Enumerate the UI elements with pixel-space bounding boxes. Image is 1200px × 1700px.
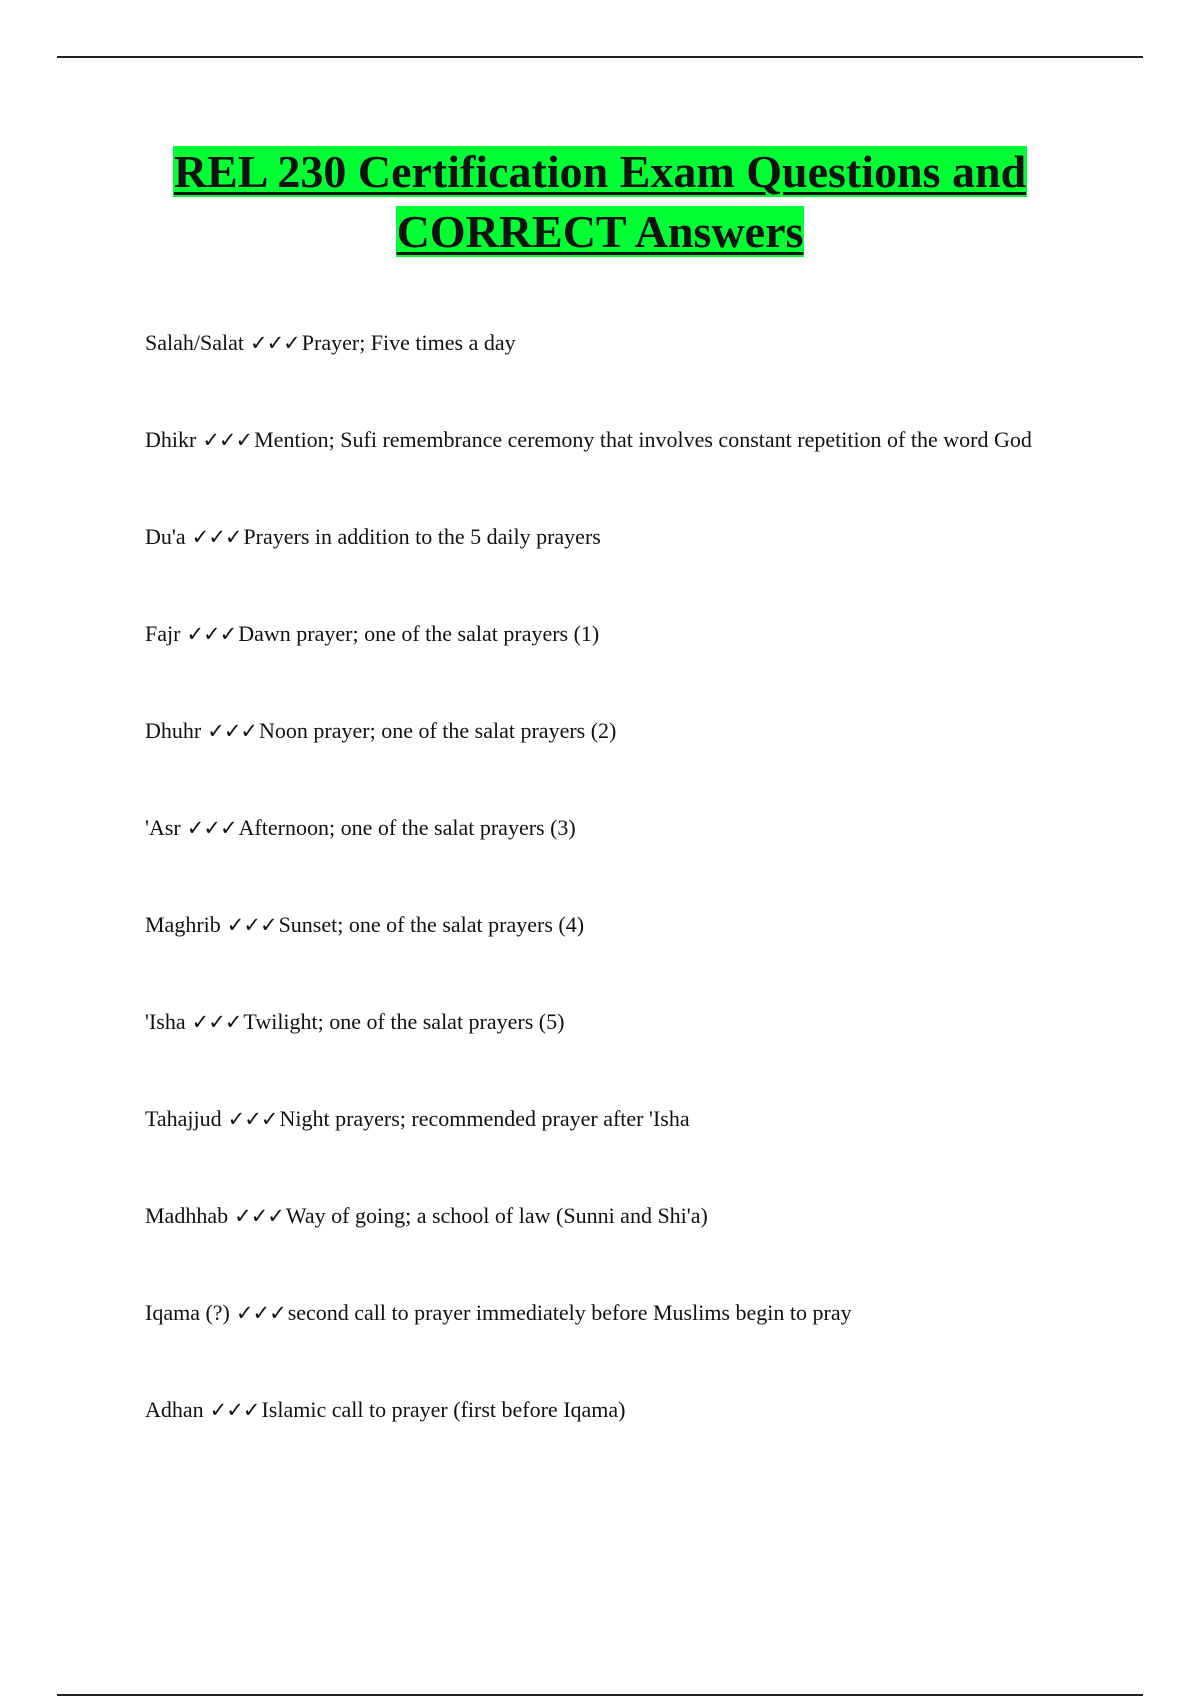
- qa-term: Dhuhr: [145, 718, 202, 743]
- qa-term: Fajr: [145, 621, 181, 646]
- qa-definition: second call to prayer immediately before Muslims begin to pray: [287, 1300, 852, 1325]
- check-icon: ✓✓✓: [186, 816, 237, 840]
- qa-term: Du'a: [145, 524, 186, 549]
- qa-definition: Way of going; a school of law (Sunni and Shi'a): [285, 1203, 708, 1228]
- qa-item: [145, 1201, 1045, 1231]
- qa-item: [145, 619, 1045, 649]
- qa-definition: Dawn prayer; one of the salat prayers (1): [238, 621, 600, 646]
- qa-term: Dhikr: [145, 427, 197, 452]
- qa-definition: Twilight; one of the salat prayers (5): [243, 1009, 565, 1034]
- check-icon: ✓✓✓: [191, 1010, 242, 1034]
- qa-term: Iqama (?): [145, 1300, 230, 1325]
- check-icon: ✓✓✓: [207, 719, 258, 743]
- document-title: [140, 142, 1060, 262]
- qa-term: Madhhab: [145, 1203, 229, 1228]
- qa-term: Maghrib: [145, 912, 221, 937]
- qa-list: [145, 328, 1045, 1492]
- check-icon: ✓✓✓: [209, 1398, 260, 1422]
- qa-definition: Afternoon; one of the salat prayers (3): [238, 815, 576, 840]
- qa-definition: Mention; Sufi remembrance ceremony that involves constant repetition of the word God: [254, 427, 1032, 452]
- qa-item: [145, 716, 1045, 746]
- qa-item: [145, 910, 1045, 940]
- check-icon: ✓✓✓: [191, 525, 242, 549]
- title-line-1: REL 230 Certification Exam Questions and: [173, 146, 1027, 197]
- qa-item: [145, 1395, 1045, 1425]
- qa-item: [145, 1298, 1045, 1328]
- qa-item: [145, 1007, 1045, 1037]
- qa-definition: Noon prayer; one of the salat prayers (2): [259, 718, 617, 743]
- check-icon: ✓✓✓: [202, 428, 253, 452]
- qa-term: Adhan: [145, 1397, 204, 1422]
- check-icon: ✓✓✓: [186, 622, 237, 646]
- qa-definition: Islamic call to prayer (first before Iqama): [261, 1397, 626, 1422]
- check-icon: ✓✓✓: [234, 1204, 284, 1228]
- qa-item: [145, 813, 1045, 843]
- footer-rule: [57, 1694, 1143, 1696]
- qa-definition: Prayer; Five times a day: [301, 330, 516, 355]
- header-rule: [57, 56, 1143, 58]
- check-icon: ✓✓✓: [226, 913, 277, 937]
- qa-term: Salah/Salat: [145, 330, 244, 355]
- check-icon: ✓✓✓: [235, 1301, 286, 1325]
- check-icon: ✓✓✓: [249, 331, 300, 355]
- qa-definition: Prayers in addition to the 5 daily prayers: [243, 524, 601, 549]
- title-line-2: CORRECT Answers: [396, 206, 804, 257]
- qa-term: 'Asr: [145, 815, 181, 840]
- check-icon: ✓✓✓: [227, 1107, 278, 1131]
- qa-definition: Sunset; one of the salat prayers (4): [278, 912, 585, 937]
- qa-term: 'Isha: [145, 1009, 186, 1034]
- qa-term: Tahajjud: [145, 1106, 222, 1131]
- qa-item: [145, 328, 1045, 358]
- qa-item: [145, 425, 1045, 455]
- qa-item: [145, 1104, 1045, 1134]
- qa-item: [145, 522, 1045, 552]
- qa-definition: Night prayers; recommended prayer after 'Isha: [279, 1106, 690, 1131]
